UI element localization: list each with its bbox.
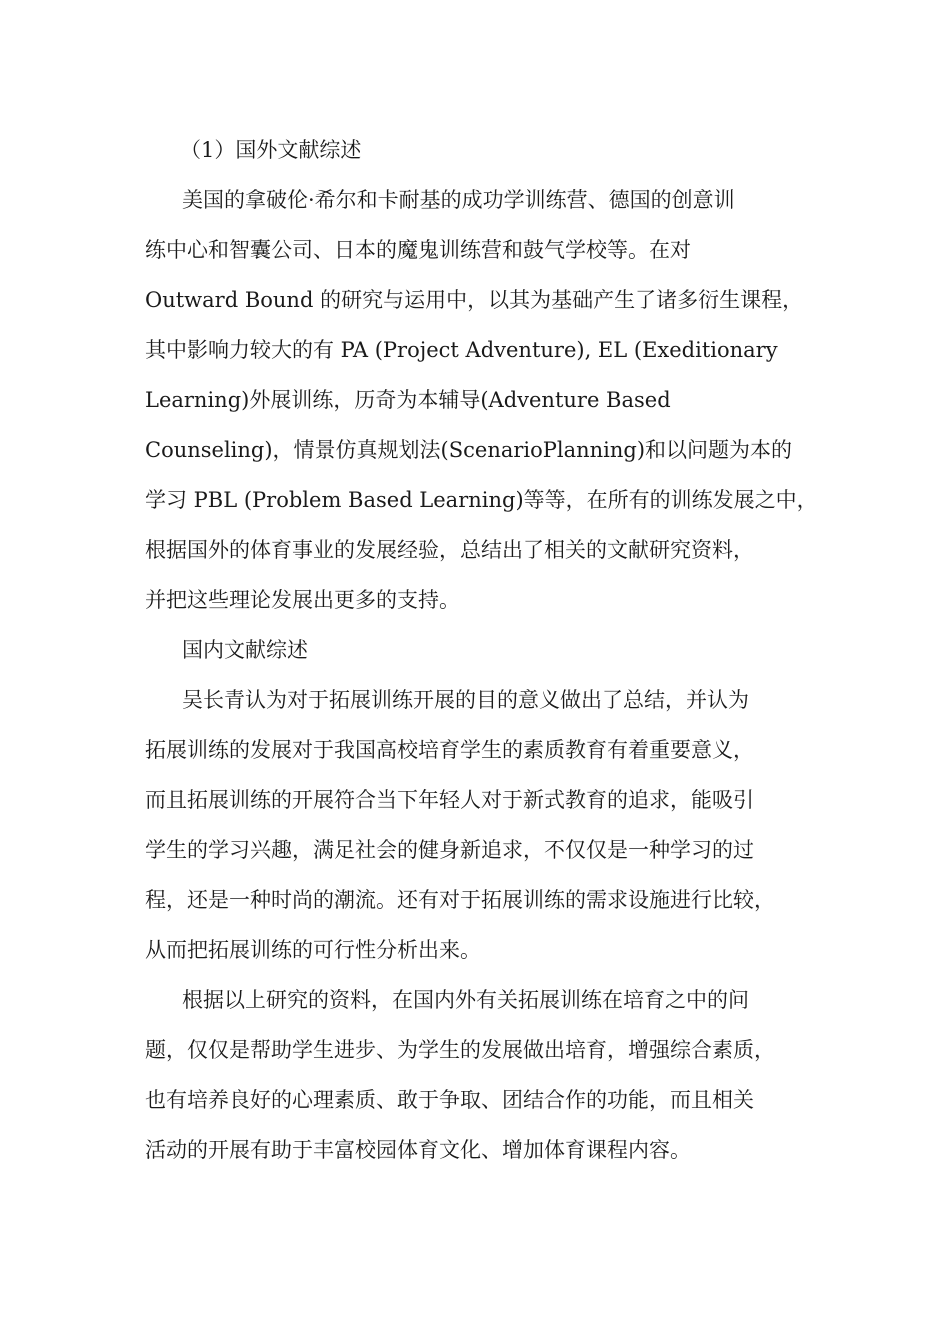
text-line: 吴长青认为对于拓展训练开展的目的意义做出了总结，并认为 <box>182 688 749 712</box>
text-line: Learning)外展训练，历奇为本辅导(Adventure Based <box>145 388 671 412</box>
text-line: 练中心和智囊公司、日本的魔鬼训练营和鼓气学校等。在对 <box>145 238 691 262</box>
text-line: 学习 PBL (Problem Based Learning)等等，在所有的训练发展之中， <box>145 488 818 512</box>
text-line: 题，仅仅是帮助学生进步、为学生的发展做出培育，增强综合素质， <box>145 1038 775 1062</box>
text-line: 根据以上研究的资料，在国内外有关拓展训练在培育之中的问 <box>182 988 749 1012</box>
text-line: 学生的学习兴趣，满足社会的健身新追求，不仅仅是一种学习的过 <box>145 838 754 862</box>
heading-foreign-literature-review: （1）国外文献综述 <box>180 138 362 162</box>
text-line: 也有培养良好的心理素质、敢于争取、团结合作的功能，而且相关 <box>145 1088 754 1112</box>
text-line: 美国的拿破伦·希尔和卡耐基的成功学训练营、德国的创意训 <box>182 188 735 212</box>
text-line: 根据国外的体育事业的发展经验，总结出了相关的文献研究资料， <box>145 538 754 562</box>
text-line: Outward Bound 的研究与运用中，以其为基础产生了诸多衍生课程， <box>145 288 804 312</box>
text-line: 程，还是一种时尚的潮流。还有对于拓展训练的需求设施进行比较， <box>145 888 775 912</box>
text-line: 并把这些理论发展出更多的支持。 <box>145 588 460 612</box>
text-line: 拓展训练的发展对于我国高校培育学生的素质教育有着重要意义， <box>145 738 754 762</box>
text-line: 从而把拓展训练的可行性分析出来。 <box>145 938 481 962</box>
text-line: Counseling)，情景仿真规划法(ScenarioPlanning)和以问题为本的 <box>145 438 793 462</box>
heading-domestic-literature-review: 国内文献综述 <box>182 638 308 662</box>
text-line: 而且拓展训练的开展符合当下年轻人对于新式教育的追求，能吸引 <box>145 788 754 812</box>
text-line: 活动的开展有助于丰富校园体育文化、增加体育课程内容。 <box>145 1138 691 1162</box>
text-line: 其中影响力较大的有 PA (Project Adventure), EL (Exeditionary <box>145 338 778 362</box>
